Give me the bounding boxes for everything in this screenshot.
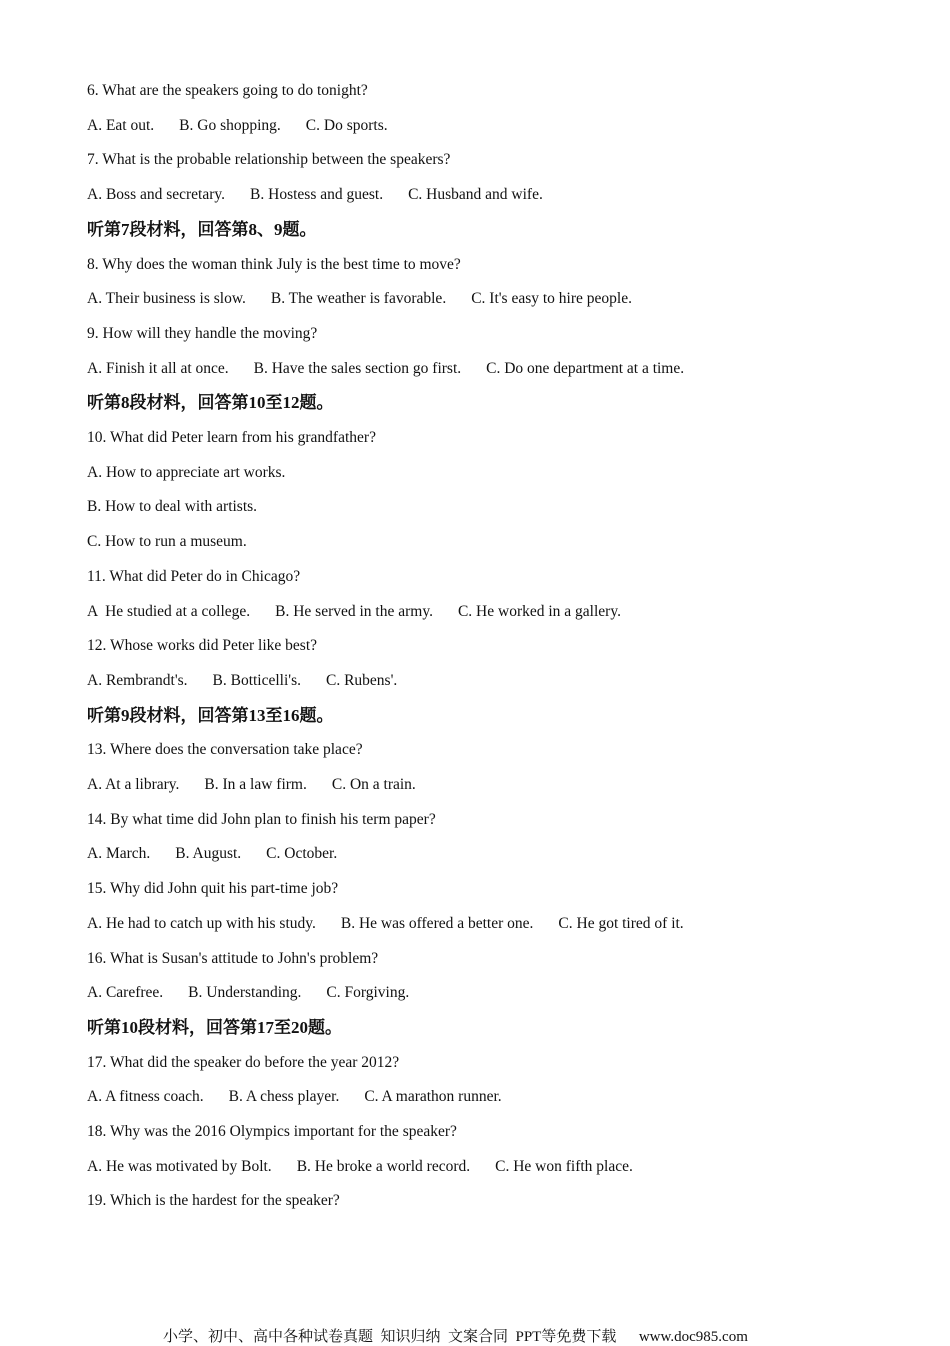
- options-row: [87, 602, 621, 622]
- option-text: A. Rembrandt's.: [87, 671, 188, 689]
- option-text: C. He got tired of it.: [558, 914, 684, 932]
- option-text: B. Botticelli's.: [212, 671, 301, 689]
- option-text: C. Husband and wife.: [408, 186, 543, 204]
- option-text: C. Forgiving.: [326, 984, 410, 1002]
- option-text: C. A marathon runner.: [364, 1088, 502, 1106]
- options-row: [87, 1087, 502, 1107]
- options-row: [87, 671, 397, 691]
- option-text: B. Hostess and guest.: [250, 186, 384, 204]
- option-text: C. He won fifth place.: [495, 1157, 633, 1175]
- option-text: A. Their business is slow.: [87, 290, 246, 308]
- option-text: C. He worked in a gallery.: [457, 602, 621, 620]
- options-row: [87, 914, 684, 934]
- option-text: A. A fitness coach.: [87, 1088, 204, 1106]
- option-text: B. Understanding.: [188, 984, 302, 1002]
- question-text: 18. Why was the 2016 Olympics important for the speaker?: [87, 1123, 457, 1140]
- option-text: B. He served in the army.: [275, 602, 433, 620]
- option-text: C. October.: [266, 845, 338, 863]
- option-text: A. Eat out.: [87, 116, 155, 134]
- section-heading: 听第7段材料，回答第8、9题。: [87, 219, 317, 239]
- options-row: [87, 116, 388, 136]
- options-row: [87, 359, 684, 379]
- options-row: [87, 983, 409, 1003]
- section-heading: 听第8段材料，回答第10至12题。: [87, 393, 334, 413]
- question-text: 6. What are the speakers going to do tonight?: [87, 82, 368, 99]
- question-text: 19. Which is the hardest for the speaker?: [87, 1192, 340, 1210]
- question-text: 17. What did the speaker do before the year 2012?: [87, 1053, 400, 1071]
- question-text: 8. Why does the woman think July is the best time to move?: [87, 255, 461, 273]
- option-text: B. The weather is favorable.: [270, 290, 447, 308]
- option-text: B. A chess player.: [228, 1088, 340, 1106]
- option-text: B. August.: [175, 845, 242, 863]
- question-text: 10. What did Peter learn from his grandfather?: [87, 429, 376, 446]
- option-text: B. He was offered a better one.: [340, 914, 534, 932]
- option-text: B. In a law firm.: [204, 776, 307, 793]
- footer-text: 小学、初中、高中各种试卷真题 知识归纳 文案合同 PPT等免费下载 www.doc985.com: [163, 1329, 748, 1345]
- option-text: B. He broke a world record.: [296, 1157, 471, 1175]
- option-text: A. March.: [87, 845, 151, 863]
- question-text: A. How to appreciate art works.: [87, 463, 286, 481]
- question-text: 11. What did Peter do in Chicago?: [87, 567, 301, 585]
- option-text: C. Rubens'.: [326, 671, 398, 689]
- question-text: C. How to run a museum.: [87, 533, 247, 551]
- section-heading: 听第9段材料，回答第13至16题。: [87, 705, 334, 725]
- question-text: 13. Where does the conversation take place?: [87, 741, 363, 759]
- option-text: A. He was motivated by Bolt.: [87, 1157, 272, 1175]
- option-text: A. Finish it all at once.: [87, 359, 229, 377]
- option-text: A. Carefree.: [87, 984, 164, 1002]
- option-text: A. At a library.: [87, 776, 180, 793]
- option-text: C. On a train.: [331, 776, 416, 793]
- option-text: C. It's easy to hire people.: [471, 290, 632, 308]
- option-text: C. Do one department at a time.: [486, 359, 685, 377]
- question-text: 15. Why did John quit his part-time job?: [87, 880, 339, 898]
- question-text: B. How to deal with artists.: [87, 498, 258, 516]
- question-text: 14. By what time did John plan to finish his term paper?: [87, 810, 436, 828]
- question-text: 16. What is Susan's attitude to John's problem?: [87, 949, 379, 967]
- section-heading: 听第10段材料，回答第17至20题。: [87, 1017, 342, 1037]
- question-text: 12. Whose works did Peter like best?: [87, 637, 318, 655]
- question-text: 7. What is the probable relationship between the speakers?: [87, 151, 451, 169]
- option-text: B. Go shopping.: [179, 116, 281, 134]
- options-row: [87, 1157, 633, 1177]
- option-text: A He studied at a college.: [87, 602, 251, 620]
- question-text: 9. How will they handle the moving?: [87, 324, 318, 342]
- options-row: [87, 844, 337, 864]
- options-row: [87, 289, 632, 309]
- options-row: [87, 775, 416, 795]
- option-text: B. Have the sales section go first.: [253, 359, 462, 377]
- option-text: C. Do sports.: [305, 116, 388, 134]
- options-row: [87, 185, 543, 205]
- option-text: A. He had to catch up with his study.: [87, 914, 316, 932]
- option-text: A. Boss and secretary.: [87, 186, 226, 204]
